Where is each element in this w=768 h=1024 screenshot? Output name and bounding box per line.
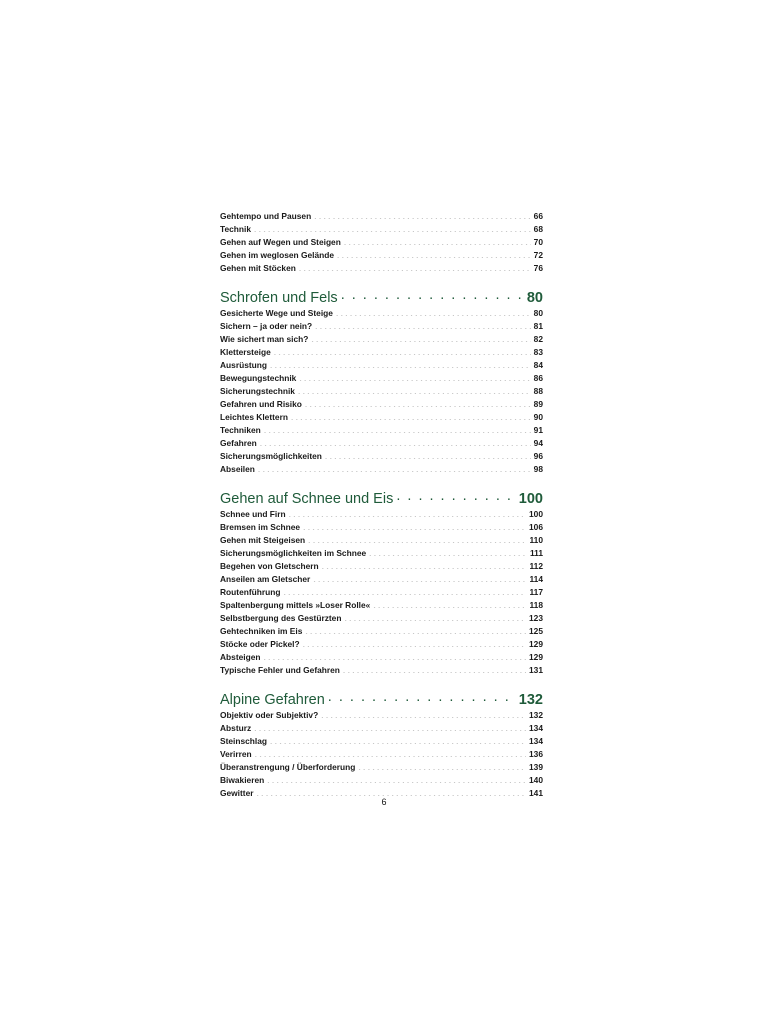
section-heading[interactable]: [220, 488, 543, 507]
toc-entry-page: 68: [533, 224, 543, 234]
toc-entry-label: Typische Fehler und Gefahren: [220, 665, 340, 675]
toc-entry[interactable]: [220, 573, 543, 586]
toc-entry-page: 111: [529, 548, 543, 558]
dot-leader: [264, 652, 527, 660]
toc-entry[interactable]: [220, 599, 543, 612]
dot-leader: [343, 665, 526, 673]
section-title: Schrofen und Fels: [220, 289, 338, 306]
toc-entry[interactable]: [220, 210, 543, 223]
toc-entry-label: Gehtempo und Pausen: [220, 211, 312, 221]
dot-leader: [289, 509, 526, 517]
dot-leader: [291, 412, 531, 420]
toc-entry-label: Sicherungstechnik: [220, 386, 295, 396]
toc-entry-label: Bewegungstechnik: [220, 373, 297, 383]
dot-leader: [341, 287, 524, 302]
dot-leader: [254, 224, 531, 232]
toc-entry-label: Gehen im weglosen Gelände: [220, 250, 335, 260]
dot-leader: [308, 535, 526, 543]
toc-entry-page: 89: [533, 399, 543, 409]
toc-entry-page: 125: [529, 626, 543, 636]
dot-leader: [260, 438, 531, 446]
toc-entry-label: Sicherungsmöglichkeiten im Schnee: [220, 548, 367, 558]
page-number: 6: [381, 797, 387, 807]
toc-entry-label: Selbstbergung des Gestürzten: [220, 613, 342, 623]
toc-entry[interactable]: [220, 664, 543, 677]
toc-entry-page: 141: [529, 788, 543, 798]
dot-leader: [313, 574, 526, 582]
dot-leader: [321, 710, 526, 718]
toc-entry[interactable]: [220, 346, 543, 359]
dot-leader: [270, 736, 526, 744]
toc-entry-label: Biwakieren: [220, 775, 265, 785]
dot-leader: [337, 250, 531, 258]
toc-entry-page: 131: [529, 665, 543, 675]
toc-entry-page: 86: [533, 373, 543, 383]
toc-entry-page: 114: [529, 574, 543, 584]
toc-entry-page: 132: [529, 710, 543, 720]
toc-entry[interactable]: [220, 521, 543, 534]
toc-entry-label: Ausrüstung: [220, 360, 267, 370]
toc-entry-page: 80: [533, 308, 543, 318]
dot-leader: [298, 386, 531, 394]
toc-entry-page: 123: [529, 613, 543, 623]
toc-entry-page: 98: [533, 464, 543, 474]
section-page: 132: [518, 691, 543, 708]
toc-entry-page: 84: [533, 360, 543, 370]
toc-entry-label: Sichern – ja oder nein?: [220, 321, 313, 331]
dot-leader: [315, 321, 531, 329]
dot-leader: [274, 347, 531, 355]
toc-entry-label: Überanstrengung / Überforderung: [220, 762, 356, 772]
toc-entry-label: Gehen mit Stöcken: [220, 263, 296, 273]
toc-entry[interactable]: [220, 262, 543, 275]
toc-sections: [220, 287, 543, 800]
toc-entry-label: Gesicherte Wege und Steige: [220, 308, 333, 318]
dot-leader: [264, 425, 531, 433]
toc-entry-page: 96: [533, 451, 543, 461]
toc-entry-page: 72: [533, 250, 543, 260]
toc-entry-label: Gehen auf Wegen und Steigen: [220, 237, 341, 247]
toc-entry-label: Routenführung: [220, 587, 281, 597]
toc-entry[interactable]: [220, 437, 543, 450]
toc-entry-label: Steinschlag: [220, 736, 268, 746]
toc-entry-page: 90: [533, 412, 543, 422]
toc-entry-page: 140: [529, 775, 543, 785]
toc-entry-label: Stöcke oder Pickel?: [220, 639, 300, 649]
toc-section: [220, 689, 543, 800]
toc-entry-label: Gefahren und Risiko: [220, 399, 302, 409]
toc-entry-label: Schnee und Firn: [220, 509, 286, 519]
toc-entry[interactable]: [220, 722, 543, 735]
table-of-contents: [220, 210, 543, 812]
toc-entry[interactable]: [220, 638, 543, 651]
dot-leader: [358, 762, 526, 770]
dot-leader: [254, 723, 526, 731]
dot-leader: [344, 237, 531, 245]
toc-entry[interactable]: [220, 774, 543, 787]
toc-entry-label: Begehen von Gletschern: [220, 561, 319, 571]
toc-entry-page: 88: [533, 386, 543, 396]
dot-leader: [373, 600, 526, 608]
toc-entry-label: Gehen mit Steigeisen: [220, 535, 306, 545]
toc-entry-page: 110: [529, 535, 543, 545]
section-page: 100: [518, 490, 543, 507]
toc-entry[interactable]: [220, 385, 543, 398]
toc-entry-page: 106: [529, 522, 543, 532]
toc-entry[interactable]: [220, 508, 543, 521]
toc-entry-label: Bremsen im Schnee: [220, 522, 301, 532]
toc-entry[interactable]: [220, 223, 543, 236]
section-title: Alpine Gefahren: [220, 691, 325, 708]
toc-entry-label: Wie sichert man sich?: [220, 334, 309, 344]
toc-entry[interactable]: [220, 249, 543, 262]
toc-entry[interactable]: [220, 547, 543, 560]
toc-entry[interactable]: [220, 735, 543, 748]
dot-leader: [257, 788, 527, 796]
toc-entry-page: 66: [533, 211, 543, 221]
toc-entry-page: 70: [533, 237, 543, 247]
toc-entry-label: Klettersteige: [220, 347, 271, 357]
dot-leader: [314, 211, 530, 219]
toc-entry-label: Techniken: [220, 425, 261, 435]
dot-leader: [336, 308, 531, 316]
toc-entry-label: Absteigen: [220, 652, 261, 662]
section-heading[interactable]: [220, 689, 543, 708]
section-page: 80: [526, 289, 543, 306]
dot-leader: [344, 613, 526, 621]
toc-entry-page: 94: [533, 438, 543, 448]
toc-entry[interactable]: [220, 651, 543, 664]
toc-entry[interactable]: [220, 761, 543, 774]
toc-entry-label: Abseilen: [220, 464, 255, 474]
toc-entry[interactable]: [220, 625, 543, 638]
toc-entry[interactable]: [220, 359, 543, 372]
toc-entry-page: 81: [533, 321, 543, 331]
section-title: Gehen auf Schnee und Eis: [220, 490, 394, 507]
toc-entry-label: Gewitter: [220, 788, 254, 798]
toc-entry[interactable]: [220, 463, 543, 476]
toc-section: [220, 287, 543, 476]
toc-entry-label: Spaltenbergung mittels »Loser Rolle«: [220, 600, 371, 610]
toc-entry-page: 118: [529, 600, 543, 610]
toc-entry[interactable]: [220, 372, 543, 385]
toc-entry-label: Absturz: [220, 723, 252, 733]
dot-leader: [255, 749, 526, 757]
toc-entry-page: 112: [529, 561, 543, 571]
toc-entry[interactable]: [220, 320, 543, 333]
toc-entry-page: 129: [529, 639, 543, 649]
dot-leader: [322, 561, 527, 569]
toc-entry-page: 129: [529, 652, 543, 662]
dot-leader: [303, 522, 526, 530]
toc-entry[interactable]: [220, 307, 543, 320]
toc-entry[interactable]: [220, 748, 543, 761]
dot-leader: [311, 334, 530, 342]
toc-entry-label: Leichtes Klettern: [220, 412, 288, 422]
dot-leader: [369, 548, 527, 556]
toc-entry-label: Anseilen am Gletscher: [220, 574, 311, 584]
toc-section: [220, 488, 543, 677]
toc-entry-label: Gefahren: [220, 438, 257, 448]
toc-entry-page: 134: [529, 723, 543, 733]
toc-entry-page: 100: [529, 509, 543, 519]
dot-leader: [258, 464, 531, 472]
dot-leader: [267, 775, 526, 783]
toc-entry[interactable]: [220, 560, 543, 573]
dot-leader: [305, 399, 531, 407]
toc-entry[interactable]: [220, 612, 543, 625]
toc-entry-label: Objektiv oder Subjektiv?: [220, 710, 319, 720]
toc-entry-page: 83: [533, 347, 543, 357]
toc-entry-label: Technik: [220, 224, 252, 234]
toc-entry[interactable]: [220, 586, 543, 599]
dot-leader: [283, 587, 526, 595]
section-heading[interactable]: [220, 287, 543, 306]
toc-intro-section: [220, 210, 543, 275]
toc-entry[interactable]: [220, 424, 543, 437]
toc-entry-label: Sicherungsmöglichkeiten: [220, 451, 322, 461]
dot-leader: [305, 626, 526, 634]
toc-entry-page: 139: [529, 762, 543, 772]
toc-entry-page: 82: [533, 334, 543, 344]
dot-leader: [299, 373, 530, 381]
toc-entry-page: 134: [529, 736, 543, 746]
toc-entry[interactable]: [220, 534, 543, 547]
toc-entry-page: 136: [529, 749, 543, 759]
toc-entry[interactable]: [220, 709, 543, 722]
dot-leader: [299, 263, 531, 271]
toc-entry-page: 91: [533, 425, 543, 435]
dot-leader: [303, 639, 526, 647]
toc-entry[interactable]: [220, 450, 543, 463]
dot-leader: [325, 451, 531, 459]
dot-leader: [270, 360, 531, 368]
dot-leader: [328, 689, 516, 704]
toc-entry-page: 76: [533, 263, 543, 273]
toc-entry[interactable]: [220, 411, 543, 424]
dot-leader: [396, 488, 515, 503]
toc-entry-label: Verirren: [220, 749, 252, 759]
toc-entry[interactable]: [220, 236, 543, 249]
toc-entry[interactable]: [220, 398, 543, 411]
toc-entry-label: Gehtechniken im Eis: [220, 626, 303, 636]
toc-entry-page: 117: [529, 587, 543, 597]
toc-entry[interactable]: [220, 333, 543, 346]
